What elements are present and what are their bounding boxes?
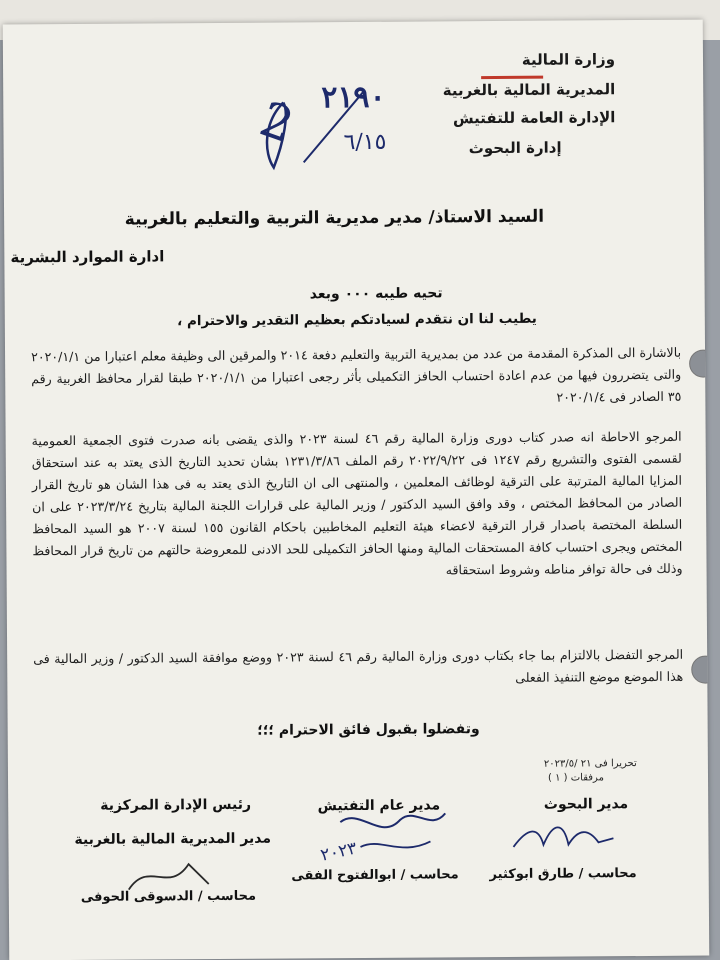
ministry-name: وزارة المالية: [521, 50, 616, 69]
handwritten-ref-date: ٦/١٥: [343, 129, 387, 156]
paragraph-text: المرجو الاحاطة انه صدر كتاب دورى وزارة المالية رقم ٤٦ لسنة ٢٠٢٣ والذى يقضى بانه صدرت فتوى الجمعية العمومية لقسمى الفتوى والتشريع رقم ١٢٤٧ فى ٢٠٢٢/٩/٢٢ رقم الملف ١٢٣١/٣/٨٦ بشان تحديد التاريخ الذى يعتد به عند استحقاق المزايا المالية المترتبة على الترقية لوظائف المعلمين ، والمنتهى الى ان التاريخ الذى يعتد به فى هذا الشان هو تاريخ القرار الصادر من المحافظ المختص ، وقد وافق السيد الدكتور / وزير المالية على قرارات اللجنة المالية بتاريخ ٢٠٢٣/٣/٢٤ على ان السلطة المختصة باصدار قرار الترقية لاعضاء هيئة التعليم المخاطبين باحكام القانون ١٥٥ لسنة ٢٠٠٧ هو السيد المحافظ المختص ويجرى احتساب كافة المستحقات المالية ومنها الحافز التكميلى للحد الادنى للمعروضة حالتهم من تاريخ قرار المحافظ وذلك فى حالة توافر مناطه وشروط استحقاقه: [31, 428, 683, 578]
attachments-count: مرفقات ( ١ ): [547, 772, 604, 784]
signature-stroke: [340, 813, 445, 827]
addressee-department: ادارة الموارد البشرية: [10, 247, 165, 267]
signature-name-inspection: محاسب / ابوالفتوح الفقى: [291, 867, 459, 884]
body-paragraph-1: [31, 342, 681, 413]
punch-hole: [691, 655, 709, 683]
signature-name-research: محاسب / طارق ابوكثير: [489, 866, 637, 883]
body-paragraph-3: [33, 644, 683, 693]
signature-handwritten-date: ٢٠٢٣: [318, 838, 359, 866]
general-admin-name: الإدارة العامة للتفتيش: [452, 108, 616, 128]
signature-research-scribble: [508, 816, 618, 857]
directorate-name: المديرية المالية بالغربية: [442, 80, 616, 100]
department-name: إدارة البحوث: [468, 138, 562, 158]
closing-line: وتفضلوا بقبول فائق الاحترام ؛؛؛: [257, 721, 480, 739]
signature-stroke: [129, 864, 209, 890]
salutation: تحيه طيبه ٠٠٠ وبعد: [309, 285, 443, 303]
signature-title-central: رئيس الإدارة المركزية: [100, 796, 252, 814]
red-underline-mark: [481, 76, 543, 79]
signature-title-inspection: مدير عام التفتيش: [317, 797, 441, 815]
signature-stroke: [360, 841, 430, 847]
body-paragraph-2: [32, 426, 683, 585]
signature-title-research: مدير البحوث: [543, 796, 629, 813]
respect-line: يطيب لنا ان نتقدم لسيادتكم بعظيم التقدير والاحترام ،: [177, 310, 537, 330]
signature-subtitle-central: مدير المديرية المالية بالغربية: [74, 830, 272, 848]
handwritten-mark: 2: [252, 91, 301, 155]
addressee-line: السيد الاستاذ/ مدير مديرية التربية والتعليم بالغربية: [124, 206, 545, 230]
paragraph-text: المرجو التفضل بالالتزام بما جاء بكتاب دورى وزارة المالية رقم ٤٦ لسنة ٢٠٢٣ ووضع موافقة السيد الدكتور / وزير المالية فى هذا الموضع موضع التنفيذ الفعلى: [33, 646, 684, 685]
handwritten-ref-number: ٢١٩٠: [321, 79, 386, 116]
issue-date: تحريرا فى ٢١ /٢٠٢٣/٥: [543, 758, 637, 770]
paragraph-text: بالاشارة الى المذكرة المقدمة من عدد من بمديرية التربية والتعليم دفعة ٢٠١٤ والمرقين الى وظيفة معلم اعتبارا من ٢٠٢٠/١/١ والتى يتضررون فيها من عدم اعادة احتساب الحافز التكميلى بأثر رجعى اعتبارا من ٢٠٢٠/١/١ طبقا لقرار محافظ الغربية رقم ٣٥ الصادر فى ٢٠٢٠/١/٤: [31, 344, 682, 405]
document-page: [3, 20, 710, 960]
punch-hole: [689, 349, 709, 377]
signature-stroke: [513, 827, 613, 847]
signature-name-central: محاسب / الدسوقى الحوفى: [80, 888, 257, 905]
